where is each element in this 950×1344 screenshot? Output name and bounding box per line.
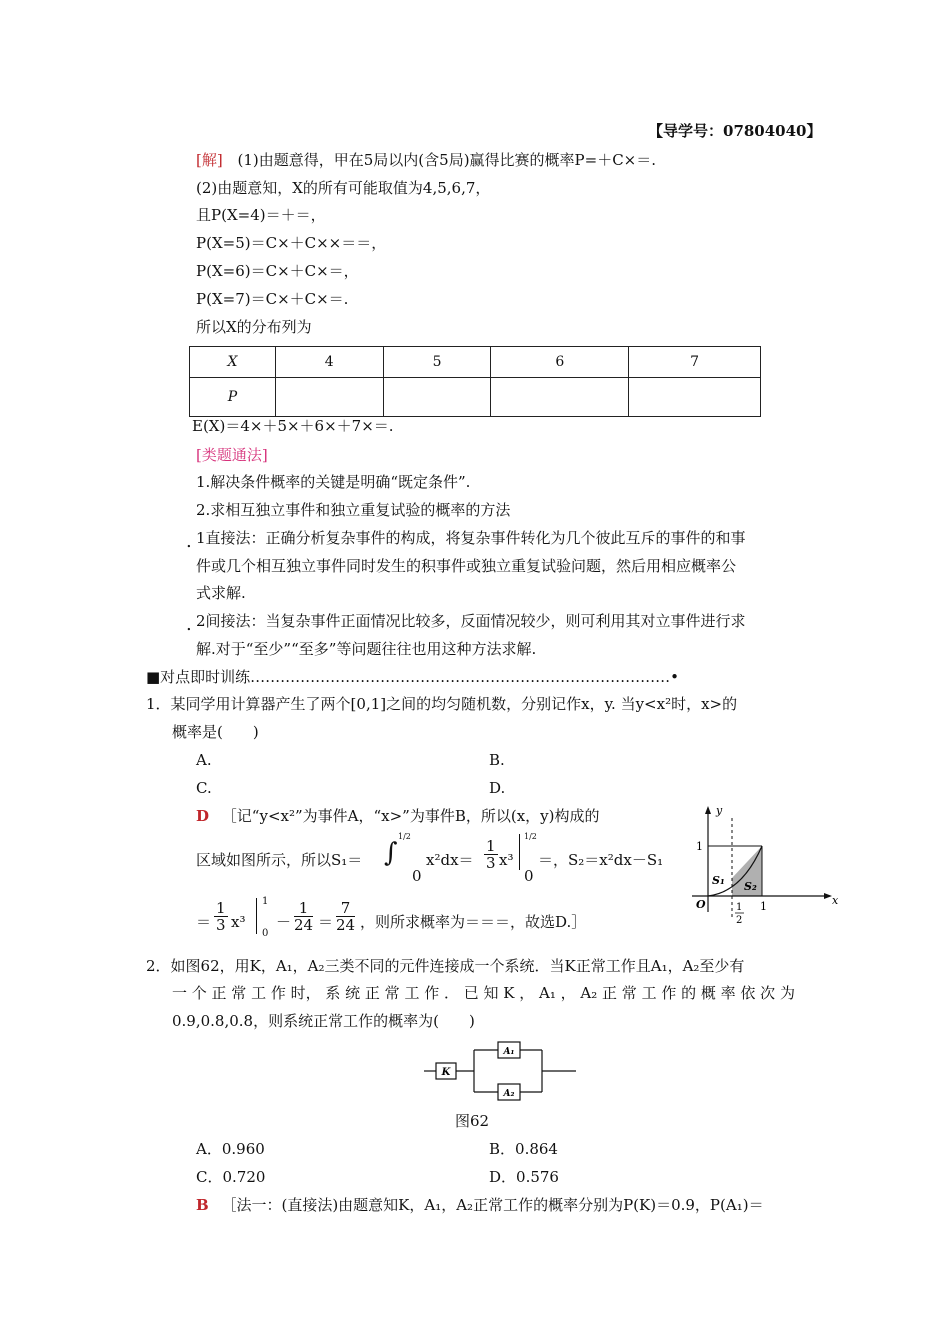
q2-stem-a: 2．如图62，用K，A₁，A₂三类不同的元件连接成一个系统．当K正常工作且A₁，A₂至少有 bbox=[146, 957, 745, 975]
table-cell: X bbox=[190, 347, 276, 378]
solution-line-3: 且P(X=4)＝＋＝， bbox=[196, 206, 326, 224]
label-s1: S₁ bbox=[712, 874, 725, 887]
x-cubed: x³ bbox=[499, 851, 514, 869]
tick-half-den: 2 bbox=[736, 915, 743, 926]
bullet-dot: . bbox=[186, 531, 192, 552]
eval-upper: 1/2 bbox=[524, 832, 537, 841]
integral-lower-limit: 0 bbox=[412, 867, 422, 885]
eval-upper-b: 1 bbox=[262, 896, 269, 907]
distribution-table bbox=[189, 346, 761, 417]
y-axis-label: y bbox=[716, 804, 723, 817]
q2-option-c: C．0.720 bbox=[196, 1168, 266, 1186]
method-line-3a: 1直接法：正确分析复杂事件的构成，将复杂事件转化为几个彼此互斥的事件的和事 bbox=[196, 529, 746, 547]
fraction-one-third-b: $\frac{1}{3}$ bbox=[216, 899, 226, 934]
method-line-4b: 解.对于“至少”“至多”等问题往往也用这种方法求解. bbox=[196, 640, 537, 658]
method-line-2: 2.求相互独立事件和独立重复试验的概率的方法 bbox=[196, 501, 511, 519]
q2-answer: B bbox=[196, 1196, 209, 1214]
solution-line-1 bbox=[196, 150, 656, 170]
tick-half-num: 1 bbox=[736, 902, 743, 913]
y-axis-arrow bbox=[705, 806, 711, 814]
q1-exp-c-prefix: ＝ bbox=[196, 913, 212, 931]
q1-exp-c-post: ，则所求概率为＝＝＝，故选D.］ bbox=[360, 913, 587, 931]
q1-option-d: D. bbox=[489, 779, 506, 797]
q2-option-d: D．0.576 bbox=[489, 1168, 559, 1186]
practice-header: ■对点即时训练…………………………………………………………………………• bbox=[146, 668, 680, 686]
x-axis-label: x bbox=[832, 894, 838, 907]
method-line-3b: 件或几个相互独立事件同时发生的积事件或独立重复试验问题，然后用相应概率公 bbox=[196, 557, 737, 575]
expectation-line: E(X)＝4×＋5×＋6×＋7×＝. bbox=[192, 417, 394, 435]
q1-exp-b-post: ＝，S₂＝x²dx－S₁ bbox=[538, 851, 664, 869]
solution-line-2: (2)由题意知，X的所有可能取值为4,5,6,7， bbox=[196, 179, 491, 197]
component-a1-label: A₁ bbox=[503, 1047, 515, 1057]
solution-line-5: P(X=6)＝C×＋C×＝， bbox=[196, 262, 359, 280]
table-cell bbox=[275, 378, 383, 417]
table-cell bbox=[383, 378, 491, 417]
fraction-one-24: $\frac{1}{24}$ bbox=[294, 899, 314, 934]
table-row bbox=[190, 347, 761, 378]
table-cell bbox=[629, 378, 761, 417]
region-graph bbox=[682, 800, 838, 934]
equals-sign: ＝ bbox=[318, 913, 334, 931]
q1-answer: D bbox=[196, 807, 210, 825]
q2-explanation: B ［法一：(直接法)由题意知K，A₁，A₂正常工作的概率分别为P(K)＝0.9，P(A₁)＝ bbox=[196, 1196, 764, 1214]
x-axis-arrow bbox=[824, 893, 832, 899]
eval-lower-b: 0 bbox=[262, 928, 269, 939]
solution-line-7: 所以X的分布列为 bbox=[196, 318, 312, 336]
component-a2-label: A₂ bbox=[503, 1089, 515, 1099]
tick-y-1: 1 bbox=[696, 840, 703, 853]
q2-option-a: A．0.960 bbox=[196, 1140, 265, 1158]
table-cell: 5 bbox=[383, 347, 491, 378]
q1-explanation-a: D ［记“y<x²”为事件A，“x>”为事件B，所以(x，y)构成的 bbox=[196, 807, 600, 825]
table-row bbox=[190, 378, 761, 417]
q2-stem-b: 一 个 正 常 工 作 时， 系 统 正 常 工 作 ． 已 知 K ， A₁ ， A₂ 正 常 工 作 的 概 率 依 次 为 bbox=[172, 984, 795, 1002]
q1-stem-a: 1．某同学用计算器产生了两个[0,1]之间的均匀随机数，分别记作x，y. 当y<x²时，x>的 bbox=[146, 695, 738, 713]
method-line-4a: 2间接法：当复杂事件正面情况比较多，反面情况较少，则可利用其对立事件进行求 bbox=[196, 612, 746, 630]
q1-exp-b-prefix: 区域如图所示，所以S₁＝ bbox=[196, 851, 363, 869]
table-cell: 4 bbox=[275, 347, 383, 378]
solution-line-4: P(X=5)＝C×＋C××＝＝， bbox=[196, 234, 387, 252]
method-line-3c: 式求解. bbox=[196, 584, 246, 602]
fraction-one-third: $\frac{1}{3}$ bbox=[486, 837, 496, 872]
integral-sign: ∫ bbox=[384, 838, 398, 868]
circuit-diagram bbox=[420, 1040, 580, 1106]
table-cell: 6 bbox=[491, 347, 629, 378]
solution-tag: [解] bbox=[196, 151, 223, 169]
origin-label: O bbox=[696, 898, 706, 911]
fraction-seven-24: $\frac{7}{24}$ bbox=[336, 899, 356, 934]
label-s2: S₂ bbox=[744, 880, 757, 893]
component-k-label: K bbox=[441, 1067, 451, 1078]
tick-x-1: 1 bbox=[760, 900, 767, 913]
evaluation-bar bbox=[519, 834, 520, 870]
q1-option-b: B. bbox=[489, 751, 505, 769]
q2-stem-c: 0.9,0.8,0.8，则系统正常工作的概率为( ) bbox=[172, 1012, 475, 1030]
figure-caption: 图62 bbox=[455, 1112, 490, 1130]
q2-option-b: B．0.864 bbox=[489, 1140, 558, 1158]
table-cell: P bbox=[190, 378, 276, 417]
table-cell: 7 bbox=[629, 347, 761, 378]
solution-line-6: P(X=7)＝C×＋C×＝. bbox=[196, 290, 349, 308]
minus-sign: － bbox=[276, 913, 292, 931]
method-line-1: 1.解决条件概率的关键是明确“既定条件”. bbox=[196, 473, 471, 491]
eval-lower: 0 bbox=[524, 867, 534, 885]
x-cubed-b: x³ bbox=[231, 913, 246, 931]
evaluation-bar-b bbox=[256, 898, 257, 934]
table-cell bbox=[491, 378, 629, 417]
q1-stem-b: 概率是( ) bbox=[172, 723, 259, 741]
guide-number: 【导学号：07804040】 bbox=[648, 122, 822, 140]
bullet-dot: . bbox=[186, 614, 192, 635]
q1-option-a: A. bbox=[196, 751, 212, 769]
solution-text-1: (1)由题意得，甲在5局以内(含5局)赢得比赛的概率P=＋C×＝. bbox=[237, 151, 657, 169]
method-tag: [类题通法] bbox=[196, 446, 268, 464]
integral-upper-limit: 1/2 bbox=[398, 832, 411, 841]
integrand: x²dx＝ bbox=[426, 851, 474, 869]
q1-option-c: C. bbox=[196, 779, 212, 797]
